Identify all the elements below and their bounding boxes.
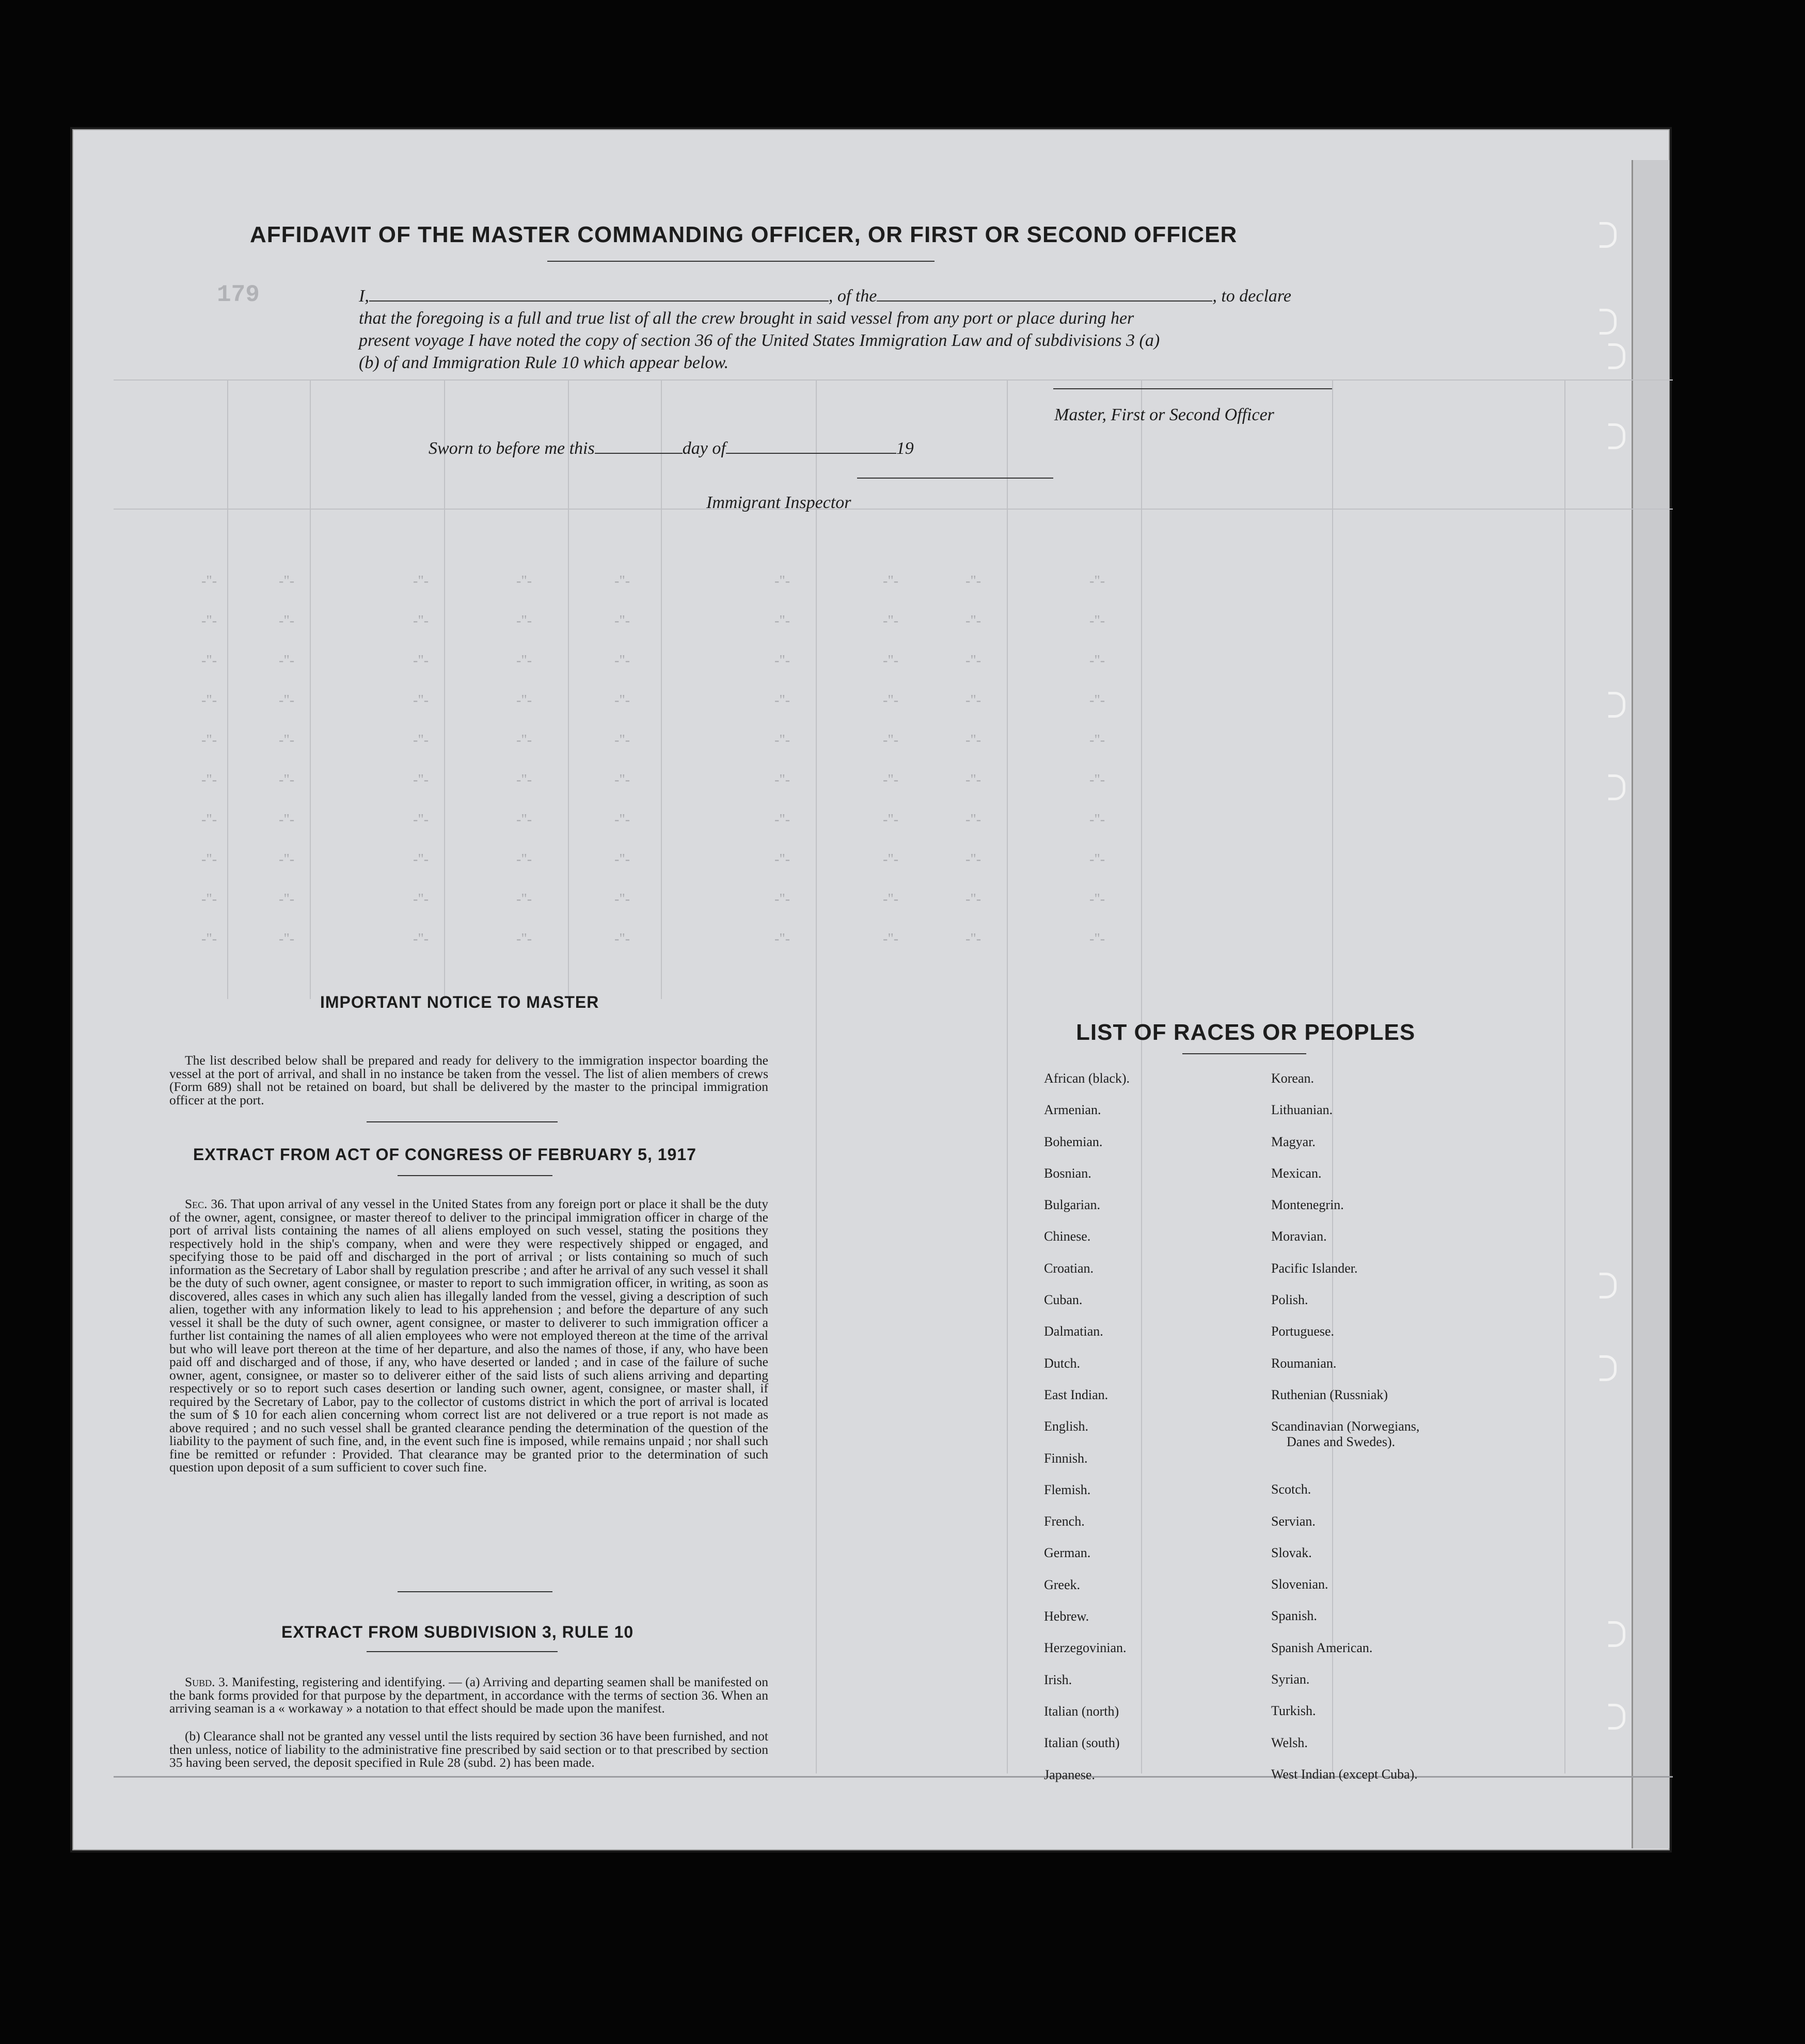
ditto-mark: -"- bbox=[279, 772, 295, 788]
sworn-line bbox=[429, 439, 914, 458]
ditto-mark: -"- bbox=[774, 931, 790, 947]
ditto-mark: -"- bbox=[516, 692, 532, 708]
ditto-mark: -"- bbox=[774, 891, 790, 907]
punch-hole bbox=[1608, 343, 1625, 369]
race-item: Syrian. bbox=[1271, 1672, 1310, 1687]
ditto-mark: -"- bbox=[1089, 812, 1105, 828]
page-edge bbox=[1632, 160, 1669, 1848]
ditto-mark: -"- bbox=[279, 732, 295, 748]
ditto-mark: -"- bbox=[413, 931, 429, 947]
ditto-mark: -"- bbox=[965, 931, 981, 947]
ditto-mark: -"- bbox=[1089, 732, 1105, 748]
ditto-mark: -"- bbox=[201, 653, 217, 669]
bleed-column bbox=[816, 379, 817, 1773]
race-item: Hebrew. bbox=[1044, 1609, 1089, 1624]
ditto-mark: -"- bbox=[413, 573, 429, 589]
ditto-mark: -"- bbox=[516, 931, 532, 947]
race-item: French. bbox=[1044, 1514, 1085, 1529]
ditto-mark: -"- bbox=[413, 732, 429, 748]
ditto-mark: -"- bbox=[516, 812, 532, 828]
stamp-number: 179 bbox=[217, 281, 260, 308]
race-item: Japanese. bbox=[1044, 1767, 1095, 1782]
race-item: Dalmatian. bbox=[1044, 1324, 1103, 1339]
ditto-mark: -"- bbox=[774, 851, 790, 867]
ditto-mark: -"- bbox=[883, 613, 899, 629]
race-item: Scandinavian (Norwegians, bbox=[1271, 1419, 1420, 1434]
punch-hole bbox=[1608, 423, 1625, 449]
ditto-mark: -"- bbox=[201, 891, 217, 907]
ditto-mark: -"- bbox=[201, 772, 217, 788]
races-right-column bbox=[1271, 1071, 1498, 1799]
race-item: Welsh. bbox=[1271, 1735, 1308, 1750]
bleed-column bbox=[1564, 379, 1565, 1773]
punch-hole bbox=[1600, 1355, 1617, 1381]
race-item: Dutch. bbox=[1044, 1355, 1081, 1371]
ditto-mark: -"- bbox=[279, 573, 295, 589]
affidavit-line-2: that the foregoing is a full and true list of all the crew brought in said vessel from any port or place during her bbox=[359, 309, 1134, 328]
rule-text-b: (b) Clearance shall not be granted any vessel until the lists required by section 36 have been furnished, and not then unless, notice of liability to the administrative fine prescribed by said section or to that prescribed by section 35 having been served, the deposit specified in Rule 28 (subd. 2) has been made. bbox=[169, 1729, 768, 1770]
ditto-mark: -"- bbox=[883, 931, 899, 947]
ditto-mark: -"- bbox=[965, 891, 981, 907]
rule-body-a: Manifesting, registering and identifying. — (a) Arriving and departing seamen shall be manifested on the bank forms provided for that purpose by the department, in accordance with the terms of section 36. When an arriving seaman is a « workaway » a notation to that effect should be made upon the manifest. bbox=[169, 1674, 769, 1716]
ditto-mark: -"- bbox=[279, 692, 295, 708]
ditto-mark: -"- bbox=[413, 613, 429, 629]
title-rule bbox=[547, 261, 935, 262]
ditto-mark: -"- bbox=[1089, 692, 1105, 708]
race-item: West Indian (except Cuba). bbox=[1271, 1766, 1418, 1782]
race-item: Bulgarian. bbox=[1044, 1197, 1101, 1213]
affidavit-title: AFFIDAVIT OF THE MASTER COMMANDING OFFICER, OR FIRST OR SECOND OFFICER bbox=[250, 222, 1238, 247]
ditto-mark: -"- bbox=[1089, 653, 1105, 669]
race-item: Bosnian. bbox=[1044, 1165, 1091, 1181]
race-item: Servian. bbox=[1271, 1513, 1316, 1529]
bleed-column bbox=[568, 379, 569, 999]
bleed-column bbox=[661, 379, 662, 999]
ditto-mark: -"- bbox=[279, 812, 295, 828]
affidavit-declare-label: , to declare bbox=[1212, 287, 1291, 306]
ditto-mark: -"- bbox=[774, 772, 790, 788]
bleed-rule bbox=[114, 379, 1673, 381]
inspector-label: Immigrant Inspector bbox=[706, 493, 851, 512]
race-item: African (black). bbox=[1044, 1071, 1130, 1086]
bleed-column bbox=[1007, 379, 1008, 1773]
race-item: Turkish. bbox=[1271, 1703, 1316, 1719]
ditto-mark: -"- bbox=[965, 851, 981, 867]
race-item: Armenian. bbox=[1044, 1102, 1101, 1118]
race-item: German. bbox=[1044, 1545, 1091, 1561]
ditto-mark: -"- bbox=[883, 772, 899, 788]
race-item: Irish. bbox=[1044, 1672, 1072, 1687]
bleed-rule bbox=[114, 509, 1673, 510]
name-blank[interactable] bbox=[369, 300, 829, 302]
ditto-mark: -"- bbox=[883, 891, 899, 907]
ditto-mark: -"- bbox=[201, 812, 217, 828]
race-item: Montenegrin. bbox=[1271, 1197, 1344, 1213]
ditto-mark: -"- bbox=[883, 812, 899, 828]
rule-subd-lead: Subd. 3. bbox=[185, 1674, 229, 1689]
race-item: Moravian. bbox=[1271, 1229, 1327, 1244]
ditto-mark: -"- bbox=[1089, 772, 1105, 788]
ditto-mark: -"- bbox=[201, 692, 217, 708]
ditto-mark: -"- bbox=[774, 692, 790, 708]
ditto-mark: -"- bbox=[614, 931, 630, 947]
affidavit-line-1 bbox=[359, 287, 1291, 306]
race-item: Finnish. bbox=[1044, 1450, 1088, 1466]
ditto-mark: -"- bbox=[883, 732, 899, 748]
day-of-label: day of bbox=[682, 439, 726, 458]
ditto-mark: -"- bbox=[516, 891, 532, 907]
punch-hole bbox=[1608, 774, 1625, 800]
ditto-mark: -"- bbox=[201, 613, 217, 629]
ditto-mark: -"- bbox=[774, 573, 790, 589]
race-item: Italian (south) bbox=[1044, 1735, 1120, 1751]
notice-title: IMPORTANT NOTICE TO MASTER bbox=[320, 993, 599, 1011]
ditto-mark: -"- bbox=[965, 653, 981, 669]
race-item: East Indian. bbox=[1044, 1387, 1109, 1402]
punch-hole bbox=[1600, 309, 1617, 335]
ditto-mark: -"- bbox=[774, 653, 790, 669]
ditto-mark: -"- bbox=[516, 573, 532, 589]
ditto-mark: -"- bbox=[516, 613, 532, 629]
inspector-signature-line[interactable] bbox=[857, 478, 1053, 479]
ditto-mark: -"- bbox=[965, 692, 981, 708]
ditto-mark: -"- bbox=[279, 891, 295, 907]
races-left-column bbox=[1044, 1071, 1261, 1799]
bleed-column bbox=[444, 379, 445, 999]
act-section-lead: Sec. 36. bbox=[185, 1196, 228, 1211]
ditto-mark: -"- bbox=[516, 851, 532, 867]
ditto-mark: -"- bbox=[413, 653, 429, 669]
race-item: Spanish American. bbox=[1271, 1640, 1373, 1655]
ditto-mark: -"- bbox=[965, 613, 981, 629]
sworn-month-blank[interactable] bbox=[726, 452, 896, 454]
ditto-mark: -"- bbox=[516, 732, 532, 748]
sworn-day-blank[interactable] bbox=[595, 452, 683, 454]
ditto-mark: -"- bbox=[965, 732, 981, 748]
ditto-mark: -"- bbox=[1089, 613, 1105, 629]
ditto-mark: -"- bbox=[614, 772, 630, 788]
ditto-mark: -"- bbox=[201, 573, 217, 589]
ditto-mark: -"- bbox=[413, 851, 429, 867]
race-item: Roumanian. bbox=[1271, 1355, 1337, 1371]
race-item: Chinese. bbox=[1044, 1229, 1091, 1244]
ditto-mark: -"- bbox=[201, 851, 217, 867]
ditto-mark: -"- bbox=[614, 573, 630, 589]
ditto-mark: -"- bbox=[413, 812, 429, 828]
race-item: Bohemian. bbox=[1044, 1134, 1103, 1149]
punch-hole bbox=[1600, 1273, 1617, 1298]
ditto-mark: -"- bbox=[1089, 573, 1105, 589]
race-item: Italian (north) bbox=[1044, 1703, 1119, 1719]
year-label: 19 bbox=[896, 439, 914, 458]
ditto-mark: -"- bbox=[201, 732, 217, 748]
notice-rule bbox=[367, 1121, 558, 1122]
race-item: Danes and Swedes). bbox=[1287, 1434, 1396, 1450]
race-item: Flemish. bbox=[1044, 1482, 1091, 1497]
bleed-column bbox=[227, 379, 228, 999]
ditto-mark: -"- bbox=[279, 851, 295, 867]
ditto-mark: -"- bbox=[774, 732, 790, 748]
ditto-mark: -"- bbox=[516, 772, 532, 788]
race-item: Greek. bbox=[1044, 1577, 1081, 1592]
races-title: LIST OF RACES OR PEOPLES bbox=[1076, 1020, 1416, 1045]
ditto-mark: -"- bbox=[279, 931, 295, 947]
punch-hole bbox=[1608, 1621, 1625, 1647]
races-rule bbox=[1182, 1053, 1306, 1054]
punch-hole bbox=[1600, 222, 1617, 248]
master-signature-line[interactable] bbox=[1053, 388, 1332, 389]
ditto-mark: -"- bbox=[883, 653, 899, 669]
ditto-mark: -"- bbox=[774, 812, 790, 828]
act-rule bbox=[398, 1175, 552, 1176]
ditto-mark: -"- bbox=[413, 772, 429, 788]
affidavit-line-3: present voyage I have noted the copy of section 36 of the United States Immigration Law and of subdivisions 3 (a) bbox=[359, 331, 1160, 350]
act-end-rule bbox=[398, 1591, 552, 1592]
sworn-label: Sworn to before me this bbox=[429, 439, 595, 458]
ditto-mark: -"- bbox=[614, 692, 630, 708]
race-item: Spanish. bbox=[1271, 1608, 1317, 1624]
ditto-mark: -"- bbox=[201, 931, 217, 947]
act-text bbox=[169, 1197, 768, 1474]
act-title: EXTRACT FROM ACT OF CONGRESS OF FEBRUARY 5, 1917 bbox=[193, 1145, 696, 1164]
ditto-mark: -"- bbox=[774, 613, 790, 629]
race-item: Cuban. bbox=[1044, 1292, 1083, 1308]
race-item: Slovenian. bbox=[1271, 1577, 1328, 1592]
affidavit-i-label: I, bbox=[359, 287, 369, 306]
ditto-mark: -"- bbox=[1089, 931, 1105, 947]
master-label: Master, First or Second Officer bbox=[1054, 405, 1274, 424]
ditto-mark: -"- bbox=[614, 812, 630, 828]
race-item: English. bbox=[1044, 1419, 1088, 1434]
punch-hole bbox=[1608, 692, 1625, 718]
race-item: Magyar. bbox=[1271, 1134, 1316, 1149]
race-item: Ruthenian (Russniak) bbox=[1271, 1387, 1388, 1402]
race-item: Pacific Islander. bbox=[1271, 1260, 1358, 1276]
race-item: Mexican. bbox=[1271, 1165, 1322, 1181]
ditto-mark: -"- bbox=[883, 692, 899, 708]
affidavit-line-4: (b) of and Immigration Rule 10 which appear below. bbox=[359, 353, 729, 372]
ditto-mark: -"- bbox=[614, 891, 630, 907]
ditto-mark: -"- bbox=[965, 772, 981, 788]
ditto-mark: -"- bbox=[883, 851, 899, 867]
race-item: Herzegovinian. bbox=[1044, 1640, 1127, 1656]
race-item: Korean. bbox=[1271, 1071, 1315, 1086]
ditto-mark: -"- bbox=[413, 891, 429, 907]
affidavit-of-label: , of the bbox=[828, 287, 877, 306]
ditto-mark: -"- bbox=[965, 812, 981, 828]
act-body: That upon arrival of any vessel in the United States from any foreign port or place it shall be the duty of the owner, agent, consignee, or master thereof to deliver to the principal immigration officer in charge of the port of arrival lists containing the names of all aliens employed on such vessel, stating the positions they respectively hold in the ship's company, when and were they were respectively shipped or engaged, and specifying those to be paid off and discharged in the port of arrival ; or lists containing so much of such information as the Secretary of Labor shall by regulation prescribe ; and after he arrival of any such vessel it shall be the duty of such owner, agent consignee, or master to report to such immigration officer, in writing, as soon as discovered, alles cases in which any such alien has illegally landed from the vessel, giving a description of such alien, together with any information likely to lead to his apprehension ; and before the departure of any such vessel it shall be the duty of such owner, agent consignee, or master to deliverer to such immigration officer a further list containing the names of all alien employees who were not employed thereon at the time of the arrival but who will leave port thereon at the time of her departure, and also the names of those, if any, who have been paid off and discharged and of those, if any, who have deserted or landed ; and in case of the failure of suche owner, agent, consignee, or master so to deliverer either of the said lists of such aliens arriving and departing respectively or so to report such cases desertion or landing such owner, agent, consignee, or master shall, if required by the Secretary of Labor, pay to the collector of customs district in which the port of arrival is located the sum of $ 10 for each alien concerning whom correct list are not delivered or a true report is not made as above required ; and no such vessel shall be granted clearance pending the determination of the question of the liability to the payment of such fine, and, in the event such fine is imposed, while remains unpaid ; nor shall such fine be remitted or refunder : Provided. That clearance may be granted prior to the determination of such question upon deposit of a sum sufficient to cover such fine. bbox=[169, 1196, 769, 1475]
notice-text: The list described below shall be prepared and ready for delivery to the immigration inspector boarding the vessel at the port of arrival, and shall in no instance be taken from the vessel. The list of alien members of crews (Form 689) shall not be retained on board, but shall be delivered by the master to the principal immigration officer at the port. bbox=[169, 1053, 768, 1107]
ditto-mark: -"- bbox=[614, 732, 630, 748]
ditto-mark: -"- bbox=[614, 851, 630, 867]
ditto-mark: -"- bbox=[516, 653, 532, 669]
ditto-mark: -"- bbox=[1089, 851, 1105, 867]
ditto-mark: -"- bbox=[413, 692, 429, 708]
rule-text-a bbox=[169, 1675, 768, 1715]
ditto-mark: -"- bbox=[1089, 891, 1105, 907]
ditto-mark: -"- bbox=[965, 573, 981, 589]
race-item: Portuguese. bbox=[1271, 1324, 1335, 1339]
bleed-column bbox=[310, 379, 311, 999]
ditto-mark: -"- bbox=[883, 573, 899, 589]
rule-rule bbox=[367, 1651, 558, 1652]
vessel-blank[interactable] bbox=[877, 300, 1212, 302]
ditto-mark: -"- bbox=[279, 613, 295, 629]
ditto-mark: -"- bbox=[614, 653, 630, 669]
race-item: Scotch. bbox=[1271, 1482, 1311, 1497]
rule-title: EXTRACT FROM SUBDIVISION 3, RULE 10 bbox=[281, 1623, 634, 1641]
ditto-mark: -"- bbox=[614, 613, 630, 629]
race-item: Slovak. bbox=[1271, 1545, 1312, 1560]
ditto-mark: -"- bbox=[279, 653, 295, 669]
race-item: Lithuanian. bbox=[1271, 1102, 1333, 1118]
race-item: Croatian. bbox=[1044, 1260, 1094, 1276]
race-item: Polish. bbox=[1271, 1292, 1308, 1308]
punch-hole bbox=[1608, 1704, 1625, 1730]
